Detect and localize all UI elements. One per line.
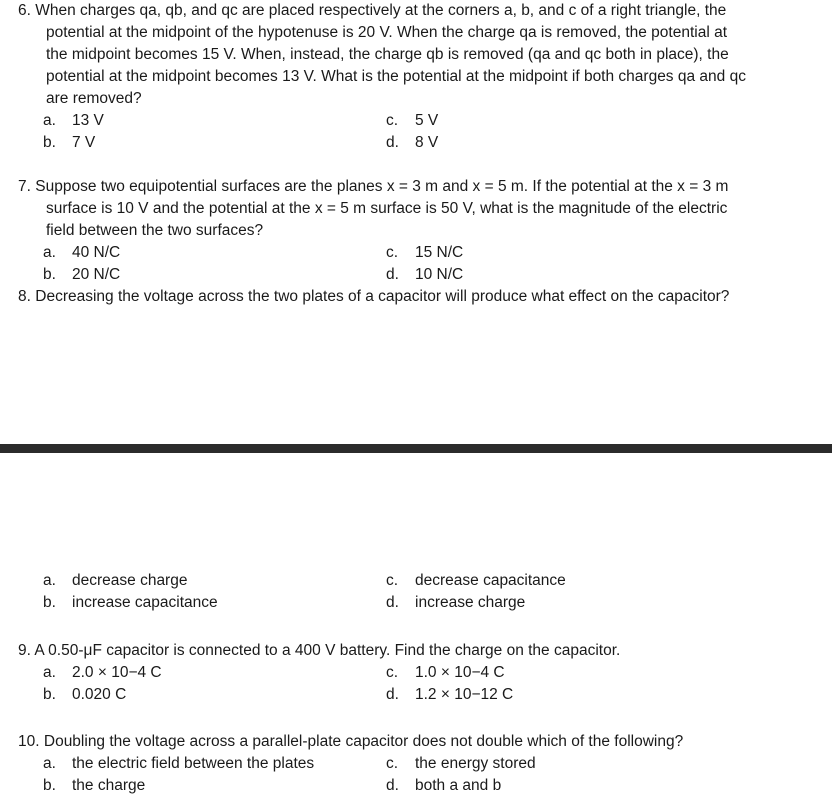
choice-b: b. 7 V <box>43 134 96 151</box>
question-8 <box>18 286 808 308</box>
page-divider <box>0 444 832 453</box>
choice-c: c. 15 N/C <box>386 244 464 261</box>
question-7 <box>18 176 808 286</box>
question-7-stem <box>18 176 808 242</box>
choice-b: b. increase capacitance <box>43 594 218 611</box>
question-number: 7. <box>18 178 31 195</box>
question-6-stem-line-1: When charges qa, qb, and qc are placed respectively at the corners a, b, and c of a right triangle, the <box>35 2 727 19</box>
choice-d: d. both a and b <box>386 777 502 794</box>
question-9 <box>18 640 808 706</box>
question-8-choices-block <box>18 570 808 614</box>
question-7-stem-line-2: surface is 10 V and the potential at the x = 5 m surface is 50 V, what is the magnitude of the electric <box>46 200 728 217</box>
choice-c: c. the energy stored <box>386 755 536 772</box>
question-number: 10. <box>18 733 40 750</box>
question-7-stem-line-3: field between the two surfaces? <box>46 222 264 239</box>
choice-c: c. 1.0 × 10−4 C <box>386 664 505 681</box>
question-10 <box>18 731 808 797</box>
choice-a: a. decrease charge <box>43 572 188 589</box>
choice-a: a. the electric field between the plates <box>43 755 315 772</box>
question-number: 6. <box>18 2 31 19</box>
question-10-stem <box>18 731 808 753</box>
question-6-stem-line-4: potential at the midpoint becomes 13 V. What is the potential at the midpoint if both charges qa and qc <box>46 68 746 85</box>
choice-c: c. 5 V <box>386 112 439 129</box>
question-6-choices <box>43 110 808 154</box>
question-number: 8. <box>18 288 31 305</box>
question-6-stem <box>18 0 808 110</box>
choice-d: d. 1.2 × 10−12 C <box>386 686 514 703</box>
choice-d: d. 10 N/C <box>386 266 464 283</box>
question-10-choices <box>43 753 808 797</box>
question-9-choices <box>43 662 808 706</box>
question-9-stem <box>18 640 808 662</box>
choice-b: b. 0.020 C <box>43 686 127 703</box>
choice-c: c. decrease capacitance <box>386 572 566 589</box>
choice-d: d. increase charge <box>386 594 526 611</box>
question-10-stem-line-1: Doubling the voltage across a parallel-plate capacitor does not double which of the following? <box>43 733 684 750</box>
question-7-choices <box>43 242 808 286</box>
choice-d: d. 8 V <box>386 134 439 151</box>
question-8-stem <box>18 286 808 308</box>
question-8-stem-line-1: Decreasing the voltage across the two plates of a capacitor will produce what effect on the capacitor? <box>35 288 730 305</box>
question-7-stem-line-1: Suppose two equipotential surfaces are the planes x = 3 m and x = 5 m. If the potential at the x = 3 m <box>35 178 729 195</box>
question-number: 9. <box>18 642 31 659</box>
question-6 <box>18 0 808 154</box>
choice-b: b. the charge <box>43 777 146 794</box>
choice-a: a. 2.0 × 10−4 C <box>43 664 162 681</box>
question-6-stem-line-2: potential at the midpoint of the hypotenuse is 20 V. When the charge qa is removed, the potential at <box>46 24 728 41</box>
question-8-choices <box>43 570 808 614</box>
choice-b: b. 20 N/C <box>43 266 121 283</box>
choice-a: a. 13 V <box>43 112 104 129</box>
question-9-stem-line-1: A 0.50-μF capacitor is connected to a 400 V battery. Find the charge on the capacitor. <box>34 642 621 659</box>
question-6-stem-line-5: are removed? <box>46 90 142 107</box>
choice-a: a. 40 N/C <box>43 244 121 261</box>
question-6-stem-line-3: the midpoint becomes 15 V. When, instead, the charge qb is removed (qa and qc both in place), the <box>46 46 729 63</box>
